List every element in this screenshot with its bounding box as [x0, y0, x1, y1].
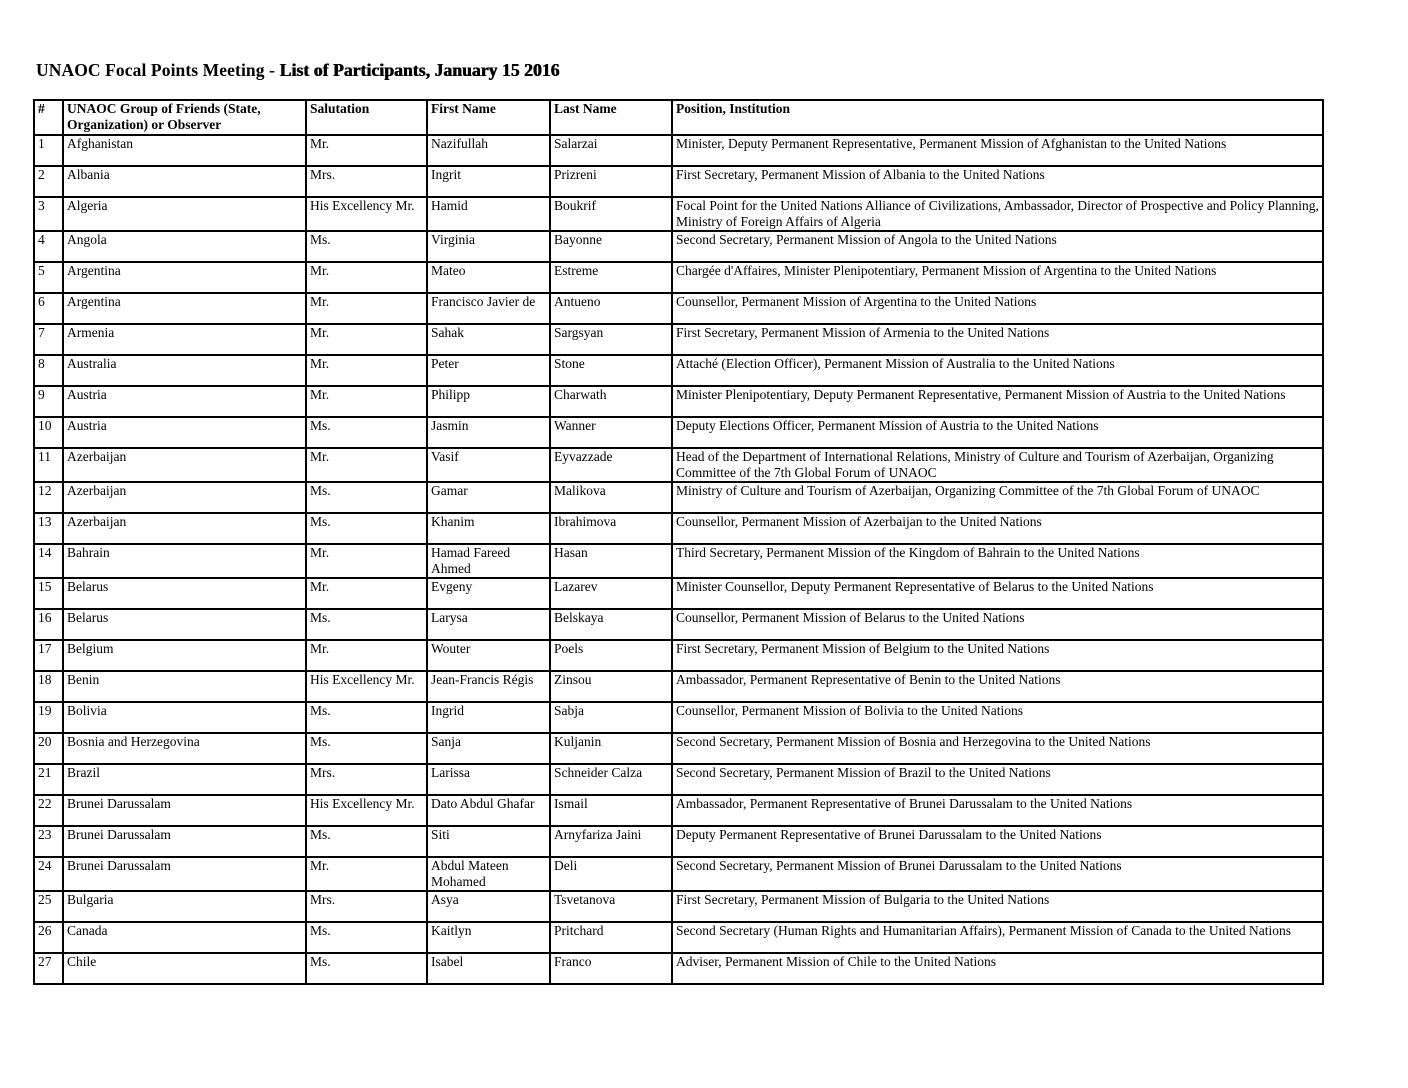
cell-position: First Secretary, Permanent Mission of Bulgaria to the United Nations: [672, 891, 1323, 922]
cell-first-name: Larissa: [427, 764, 550, 795]
cell-position: Adviser, Permanent Mission of Chile to the United Nations: [672, 953, 1323, 984]
cell-salutation: Mr.: [306, 578, 427, 609]
cell-last-name: Schneider Calza: [550, 764, 672, 795]
cell-salutation: Ms.: [306, 417, 427, 448]
cell-position: Third Secretary, Permanent Mission of the Kingdom of Bahrain to the United Nations: [672, 544, 1323, 578]
cell-first-name: Kaitlyn: [427, 922, 550, 953]
cell-number: 18: [34, 671, 63, 702]
cell-number: 26: [34, 922, 63, 953]
cell-last-name: Tsvetanova: [550, 891, 672, 922]
cell-position: Chargée d'Affaires, Minister Plenipotentiary, Permanent Mission of Argentina to the United Nations: [672, 262, 1323, 293]
cell-salutation: Mr.: [306, 386, 427, 417]
header-last-name: Last Name: [550, 100, 672, 135]
cell-salutation: Mr.: [306, 448, 427, 482]
cell-first-name: Virginia: [427, 231, 550, 262]
cell-position: First Secretary, Permanent Mission of Armenia to the United Nations: [672, 324, 1323, 355]
cell-salutation: Mr.: [306, 355, 427, 386]
cell-last-name: Ibrahimova: [550, 513, 672, 544]
table-row: [34, 795, 1323, 826]
cell-salutation: Mrs.: [306, 166, 427, 197]
cell-number: 23: [34, 826, 63, 857]
participants-tbody: [34, 135, 1323, 984]
cell-group: Brunei Darussalam: [63, 826, 306, 857]
table-row: [34, 231, 1323, 262]
cell-last-name: Zinsou: [550, 671, 672, 702]
cell-first-name: Mateo: [427, 262, 550, 293]
table-row: [34, 953, 1323, 984]
cell-last-name: Poels: [550, 640, 672, 671]
cell-group: Albania: [63, 166, 306, 197]
table-row: [34, 857, 1323, 891]
cell-group: Argentina: [63, 293, 306, 324]
cell-last-name: Wanner: [550, 417, 672, 448]
table-row: [34, 448, 1323, 482]
cell-number: 11: [34, 448, 63, 482]
cell-number: 22: [34, 795, 63, 826]
page-title-prefix: UNAOC Focal Points Meeting -: [36, 60, 280, 80]
cell-first-name: Khanim: [427, 513, 550, 544]
cell-salutation: Mr.: [306, 135, 427, 166]
cell-number: 8: [34, 355, 63, 386]
cell-last-name: Antueno: [550, 293, 672, 324]
cell-last-name: Charwath: [550, 386, 672, 417]
cell-last-name: Malikova: [550, 482, 672, 513]
cell-number: 4: [34, 231, 63, 262]
cell-group: Algeria: [63, 197, 306, 231]
cell-salutation: Mr.: [306, 293, 427, 324]
cell-position: Ministry of Culture and Tourism of Azerbaijan, Organizing Committee of the 7th Global Forum of UNAOC: [672, 482, 1323, 513]
cell-salutation: Ms.: [306, 231, 427, 262]
cell-salutation: Mr.: [306, 640, 427, 671]
cell-salutation: Ms.: [306, 953, 427, 984]
cell-position: First Secretary, Permanent Mission of Albania to the United Nations: [672, 166, 1323, 197]
cell-position: Deputy Permanent Representative of Brunei Darussalam to the United Nations: [672, 826, 1323, 857]
cell-group: Benin: [63, 671, 306, 702]
cell-number: 10: [34, 417, 63, 448]
cell-position: Minister, Deputy Permanent Representative, Permanent Mission of Afghanistan to the United Nations: [672, 135, 1323, 166]
header-row: [34, 100, 1323, 135]
cell-position: Second Secretary (Human Rights and Humanitarian Affairs), Permanent Mission of Canada to the United Nations: [672, 922, 1323, 953]
cell-first-name: Gamar: [427, 482, 550, 513]
cell-first-name: Philipp: [427, 386, 550, 417]
cell-position: First Secretary, Permanent Mission of Belgium to the United Nations: [672, 640, 1323, 671]
table-header: [34, 100, 1323, 135]
table-row: [34, 135, 1323, 166]
cell-number: 16: [34, 609, 63, 640]
table-row: [34, 355, 1323, 386]
cell-first-name: Ingrit: [427, 166, 550, 197]
cell-first-name: Ingrid: [427, 702, 550, 733]
cell-position: Deputy Elections Officer, Permanent Mission of Austria to the United Nations: [672, 417, 1323, 448]
cell-first-name: Evgeny: [427, 578, 550, 609]
table-row: [34, 324, 1323, 355]
cell-number: 17: [34, 640, 63, 671]
cell-group: Chile: [63, 953, 306, 984]
cell-group: Brazil: [63, 764, 306, 795]
table-row: [34, 640, 1323, 671]
cell-group: Belgium: [63, 640, 306, 671]
cell-position: Counsellor, Permanent Mission of Bolivia to the United Nations: [672, 702, 1323, 733]
cell-number: 3: [34, 197, 63, 231]
cell-salutation: Mr.: [306, 857, 427, 891]
cell-number: 7: [34, 324, 63, 355]
cell-last-name: Belskaya: [550, 609, 672, 640]
table-row: [34, 513, 1323, 544]
header-position: Position, Institution: [672, 100, 1323, 135]
cell-group: Brunei Darussalam: [63, 857, 306, 891]
table-row: [34, 197, 1323, 231]
cell-first-name: Siti: [427, 826, 550, 857]
cell-last-name: Boukrif: [550, 197, 672, 231]
cell-first-name: Sahak: [427, 324, 550, 355]
participants-table: [33, 99, 1324, 985]
cell-last-name: Salarzai: [550, 135, 672, 166]
cell-position: Minister Plenipotentiary, Deputy Permanent Representative, Permanent Mission of Austria to the United Nations: [672, 386, 1323, 417]
cell-group: Angola: [63, 231, 306, 262]
cell-group: Armenia: [63, 324, 306, 355]
cell-position: Second Secretary, Permanent Mission of Angola to the United Nations: [672, 231, 1323, 262]
table-row: [34, 702, 1323, 733]
table-row: [34, 544, 1323, 578]
cell-group: Austria: [63, 386, 306, 417]
cell-salutation: Ms.: [306, 482, 427, 513]
cell-last-name: Eyvazzade: [550, 448, 672, 482]
cell-group: Bolivia: [63, 702, 306, 733]
cell-salutation: His Excellency Mr.: [306, 795, 427, 826]
cell-position: Counsellor, Permanent Mission of Azerbaijan to the United Nations: [672, 513, 1323, 544]
cell-last-name: Bayonne: [550, 231, 672, 262]
cell-salutation: Ms.: [306, 826, 427, 857]
cell-first-name: Sanja: [427, 733, 550, 764]
cell-group: Azerbaijan: [63, 482, 306, 513]
cell-number: 6: [34, 293, 63, 324]
cell-salutation: Mr.: [306, 324, 427, 355]
cell-first-name: Abdul Mateen Mohamed: [427, 857, 550, 891]
cell-group: Azerbaijan: [63, 513, 306, 544]
table-row: [34, 482, 1323, 513]
cell-last-name: Prizreni: [550, 166, 672, 197]
cell-group: Brunei Darussalam: [63, 795, 306, 826]
cell-first-name: Dato Abdul Ghafar: [427, 795, 550, 826]
table-row: [34, 764, 1323, 795]
cell-position: Head of the Department of International Relations, Ministry of Culture and Tourism of Azerbaijan, Organizing Committee of the 7th Global Forum of UNAOC: [672, 448, 1323, 482]
page-title-emphasis: List of Participants, January 15 2016: [279, 60, 560, 80]
table-row: [34, 386, 1323, 417]
cell-position: Minister Counsellor, Deputy Permanent Representative of Belarus to the United Nations: [672, 578, 1323, 609]
cell-number: 2: [34, 166, 63, 197]
header-first-name: First Name: [427, 100, 550, 135]
cell-number: 15: [34, 578, 63, 609]
cell-position: Second Secretary, Permanent Mission of Brunei Darussalam to the United Nations: [672, 857, 1323, 891]
cell-number: 24: [34, 857, 63, 891]
table-row: [34, 293, 1323, 324]
table-row: [34, 609, 1323, 640]
cell-group: Canada: [63, 922, 306, 953]
cell-last-name: Ismail: [550, 795, 672, 826]
cell-position: Counsellor, Permanent Mission of Belarus to the United Nations: [672, 609, 1323, 640]
cell-group: Afghanistan: [63, 135, 306, 166]
cell-last-name: Kuljanin: [550, 733, 672, 764]
cell-first-name: Isabel: [427, 953, 550, 984]
cell-last-name: Arnyfariza Jaini: [550, 826, 672, 857]
cell-first-name: Francisco Javier de: [427, 293, 550, 324]
cell-position: Second Secretary, Permanent Mission of Brazil to the United Nations: [672, 764, 1323, 795]
cell-number: 21: [34, 764, 63, 795]
table-row: [34, 733, 1323, 764]
cell-group: Bahrain: [63, 544, 306, 578]
cell-number: 19: [34, 702, 63, 733]
cell-position: Ambassador, Permanent Representative of Brunei Darussalam to the United Nations: [672, 795, 1323, 826]
cell-position: Counsellor, Permanent Mission of Argentina to the United Nations: [672, 293, 1323, 324]
cell-first-name: Peter: [427, 355, 550, 386]
cell-salutation: Ms.: [306, 702, 427, 733]
cell-number: 12: [34, 482, 63, 513]
cell-number: 9: [34, 386, 63, 417]
cell-group: Belarus: [63, 578, 306, 609]
table-row: [34, 671, 1323, 702]
cell-group: Azerbaijan: [63, 448, 306, 482]
cell-number: 25: [34, 891, 63, 922]
cell-group: Austria: [63, 417, 306, 448]
cell-first-name: Asya: [427, 891, 550, 922]
table-row: [34, 166, 1323, 197]
cell-number: 5: [34, 262, 63, 293]
table-row: [34, 891, 1323, 922]
cell-group: Belarus: [63, 609, 306, 640]
cell-position: Second Secretary, Permanent Mission of Bosnia and Herzegovina to the United Nations: [672, 733, 1323, 764]
cell-last-name: Sargsyan: [550, 324, 672, 355]
cell-last-name: Deli: [550, 857, 672, 891]
cell-salutation: Mrs.: [306, 764, 427, 795]
cell-last-name: Pritchard: [550, 922, 672, 953]
table-row: [34, 578, 1323, 609]
cell-salutation: His Excellency Mr.: [306, 197, 427, 231]
cell-position: Focal Point for the United Nations Alliance of Civilizations, Ambassador, Director of Prospective and Policy Planning, Ministry of Foreign Affairs of Algeria: [672, 197, 1323, 231]
cell-number: 27: [34, 953, 63, 984]
cell-group: Bosnia and Herzegovina: [63, 733, 306, 764]
header-salutation: Salutation: [306, 100, 427, 135]
cell-last-name: Franco: [550, 953, 672, 984]
table-row: [34, 922, 1323, 953]
cell-group: Australia: [63, 355, 306, 386]
cell-first-name: Larysa: [427, 609, 550, 640]
cell-salutation: Mr.: [306, 262, 427, 293]
cell-last-name: Stone: [550, 355, 672, 386]
cell-number: 1: [34, 135, 63, 166]
cell-position: Ambassador, Permanent Representative of Benin to the United Nations: [672, 671, 1323, 702]
cell-group: Argentina: [63, 262, 306, 293]
header-group: UNAOC Group of Friends (State, Organization) or Observer: [63, 100, 306, 135]
cell-salutation: Mr.: [306, 544, 427, 578]
cell-last-name: Lazarev: [550, 578, 672, 609]
cell-number: 14: [34, 544, 63, 578]
cell-first-name: Wouter: [427, 640, 550, 671]
cell-salutation: Ms.: [306, 733, 427, 764]
cell-first-name: Hamad Fareed Ahmed: [427, 544, 550, 578]
page-title: [36, 60, 559, 81]
cell-salutation: Mrs.: [306, 891, 427, 922]
cell-last-name: Estreme: [550, 262, 672, 293]
table-row: [34, 262, 1323, 293]
table-row: [34, 417, 1323, 448]
cell-group: Bulgaria: [63, 891, 306, 922]
cell-number: 13: [34, 513, 63, 544]
cell-number: 20: [34, 733, 63, 764]
cell-salutation: His Excellency Mr.: [306, 671, 427, 702]
cell-first-name: Nazifullah: [427, 135, 550, 166]
cell-salutation: Ms.: [306, 513, 427, 544]
cell-first-name: Hamid: [427, 197, 550, 231]
cell-last-name: Hasan: [550, 544, 672, 578]
table-row: [34, 826, 1323, 857]
cell-salutation: Ms.: [306, 922, 427, 953]
header-number: #: [34, 100, 63, 135]
cell-salutation: Ms.: [306, 609, 427, 640]
cell-last-name: Sabja: [550, 702, 672, 733]
cell-first-name: Vasif: [427, 448, 550, 482]
cell-first-name: Jean-Francis Régis: [427, 671, 550, 702]
cell-first-name: Jasmin: [427, 417, 550, 448]
cell-position: Attaché (Election Officer), Permanent Mission of Australia to the United Nations: [672, 355, 1323, 386]
